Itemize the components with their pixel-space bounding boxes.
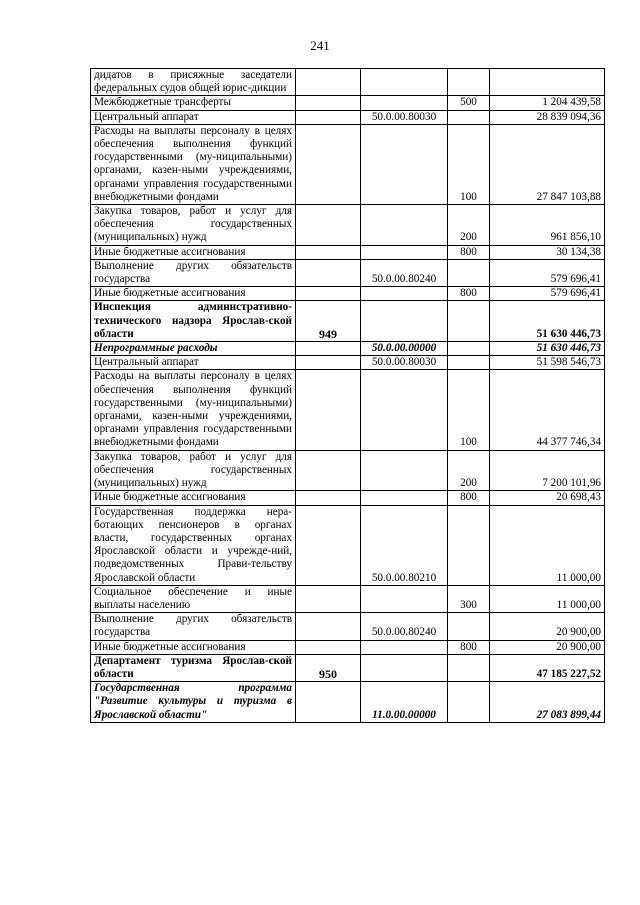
item-name: Выполнение других обязательств государства xyxy=(91,613,296,640)
table-row xyxy=(91,682,605,723)
amount: 51 630 446,73 xyxy=(490,342,605,356)
expense-type-code: 800 xyxy=(448,245,490,259)
department-code xyxy=(296,96,361,110)
amount: 579 696,41 xyxy=(490,287,605,301)
item-name: Непрограммные расходы xyxy=(91,342,296,356)
department-code xyxy=(296,356,361,370)
item-name: Выполнение других обязательств государства xyxy=(91,259,296,286)
item-name: Государственная программа "Развитие культуры и туризма в Ярославской области" xyxy=(91,682,296,723)
target-article-code xyxy=(361,450,448,491)
table-row xyxy=(91,505,605,585)
target-article-code xyxy=(361,301,448,342)
target-article-code: 50.0.00.80210 xyxy=(361,505,448,585)
item-name: Иные бюджетные ассигнования xyxy=(91,287,296,301)
expense-type-code xyxy=(448,342,490,356)
item-name: Закупка товаров, работ и услуг для обеспечения государственных (муниципальных) нужд xyxy=(91,205,296,246)
item-name: Иные бюджетные ассигнования xyxy=(91,640,296,654)
table-row xyxy=(91,613,605,640)
table-row xyxy=(91,640,605,654)
item-name: Расходы на выплаты персоналу в целях обеспечения выполнения функций государственными (му-ниципальными) органами, казен-ными учреждениями, органами управления государственными внебюджетными фондами xyxy=(91,124,296,204)
amount: 51 598 546,73 xyxy=(490,356,605,370)
department-code: 950 xyxy=(296,654,361,681)
table-row xyxy=(91,654,605,681)
amount: 44 377 746,34 xyxy=(490,370,605,450)
department-code xyxy=(296,69,361,96)
department-code xyxy=(296,205,361,246)
item-name: Иные бюджетные ассигнования xyxy=(91,245,296,259)
budget-table-body xyxy=(91,69,605,723)
department-code xyxy=(296,110,361,124)
expense-type-code xyxy=(448,356,490,370)
item-name: Центральный аппарат xyxy=(91,356,296,370)
page-number: 241 xyxy=(310,38,330,53)
department-code xyxy=(296,124,361,204)
table-row xyxy=(91,370,605,450)
expense-type-code xyxy=(448,259,490,286)
target-article-code xyxy=(361,124,448,204)
target-article-code: 50.0.00.80030 xyxy=(361,356,448,370)
target-article-code xyxy=(361,491,448,505)
target-article-code xyxy=(361,69,448,96)
department-code xyxy=(296,342,361,356)
department-code xyxy=(296,682,361,723)
expense-type-code: 800 xyxy=(448,491,490,505)
table-row xyxy=(91,356,605,370)
expense-type-code xyxy=(448,301,490,342)
department-code xyxy=(296,585,361,612)
expense-type-code xyxy=(448,69,490,96)
department-code xyxy=(296,370,361,450)
target-article-code xyxy=(361,585,448,612)
target-article-code xyxy=(361,370,448,450)
department-code xyxy=(296,491,361,505)
amount: 51 630 446,73 xyxy=(490,301,605,342)
table-row xyxy=(91,205,605,246)
item-name: Межбюджетные трансферты xyxy=(91,96,296,110)
expense-type-code xyxy=(448,110,490,124)
expense-type-code: 200 xyxy=(448,205,490,246)
department-code xyxy=(296,259,361,286)
item-name: Департамент туризма Ярослав-ской области xyxy=(91,654,296,681)
expense-type-code xyxy=(448,613,490,640)
amount: 1 204 439,58 xyxy=(490,96,605,110)
table-row xyxy=(91,110,605,124)
table-row xyxy=(91,96,605,110)
table-row xyxy=(91,259,605,286)
department-code xyxy=(296,640,361,654)
target-article-code xyxy=(361,205,448,246)
table-row xyxy=(91,450,605,491)
amount: 961 856,10 xyxy=(490,205,605,246)
amount: 11 000,00 xyxy=(490,505,605,585)
amount: 20 698,43 xyxy=(490,491,605,505)
table-row xyxy=(91,491,605,505)
target-article-code: 50.0.00.80030 xyxy=(361,110,448,124)
target-article-code: 50.0.00.80240 xyxy=(361,613,448,640)
amount: 579 696,41 xyxy=(490,259,605,286)
amount: 30 134,38 xyxy=(490,245,605,259)
item-name: Расходы на выплаты персоналу в целях обеспечения выполнения функций государственными (му-ниципальными) органами, казен-ными учреждениями, органами управления государственными внебюджетными фондами xyxy=(91,370,296,450)
amount xyxy=(490,69,605,96)
expense-type-code: 500 xyxy=(448,96,490,110)
department-code xyxy=(296,287,361,301)
expense-type-code: 200 xyxy=(448,450,490,491)
department-code xyxy=(296,450,361,491)
expense-type-code: 300 xyxy=(448,585,490,612)
target-article-code xyxy=(361,287,448,301)
table-row xyxy=(91,287,605,301)
amount: 27 083 899,44 xyxy=(490,682,605,723)
target-article-code: 50.0.00.00000 xyxy=(361,342,448,356)
department-code xyxy=(296,613,361,640)
department-code xyxy=(296,245,361,259)
item-name: Инспекция административно-технического надзора Ярослав-ской области xyxy=(91,301,296,342)
item-name: Центральный аппарат xyxy=(91,110,296,124)
expense-type-code xyxy=(448,654,490,681)
target-article-code xyxy=(361,654,448,681)
table-row xyxy=(91,342,605,356)
amount: 28 839 094,36 xyxy=(490,110,605,124)
amount: 27 847 103,88 xyxy=(490,124,605,204)
table-row xyxy=(91,585,605,612)
table-row xyxy=(91,245,605,259)
target-article-code xyxy=(361,245,448,259)
target-article-code xyxy=(361,640,448,654)
budget-table xyxy=(90,68,605,723)
table-row xyxy=(91,69,605,96)
expense-type-code: 800 xyxy=(448,287,490,301)
target-article-code xyxy=(361,96,448,110)
table-row xyxy=(91,301,605,342)
amount: 20 900,00 xyxy=(490,613,605,640)
expense-type-code: 800 xyxy=(448,640,490,654)
table-row xyxy=(91,124,605,204)
expense-type-code: 100 xyxy=(448,370,490,450)
amount: 20 900,00 xyxy=(490,640,605,654)
item-name: Закупка товаров, работ и услуг для обеспечения государственных (муниципальных) нужд xyxy=(91,450,296,491)
item-name: Иные бюджетные ассигнования xyxy=(91,491,296,505)
amount: 11 000,00 xyxy=(490,585,605,612)
expense-type-code xyxy=(448,505,490,585)
department-code xyxy=(296,505,361,585)
expense-type-code: 100 xyxy=(448,124,490,204)
item-name: Социальное обеспечение и иные выплаты населению xyxy=(91,585,296,612)
amount: 7 200 101,96 xyxy=(490,450,605,491)
item-name: дидатов в присяжные заседатели федеральных судов общей юрис-дикции xyxy=(91,69,296,96)
amount: 47 185 227,52 xyxy=(490,654,605,681)
item-name: Государственная поддержка нера-ботающих пенсионеров в органах власти, государственных органах Ярославской области и учрежде-ний, подведомственных Прави-тельству Ярославской области xyxy=(91,505,296,585)
expense-type-code xyxy=(448,682,490,723)
department-code: 949 xyxy=(296,301,361,342)
target-article-code: 50.0.00.80240 xyxy=(361,259,448,286)
target-article-code: 11.0.00.00000 xyxy=(361,682,448,723)
